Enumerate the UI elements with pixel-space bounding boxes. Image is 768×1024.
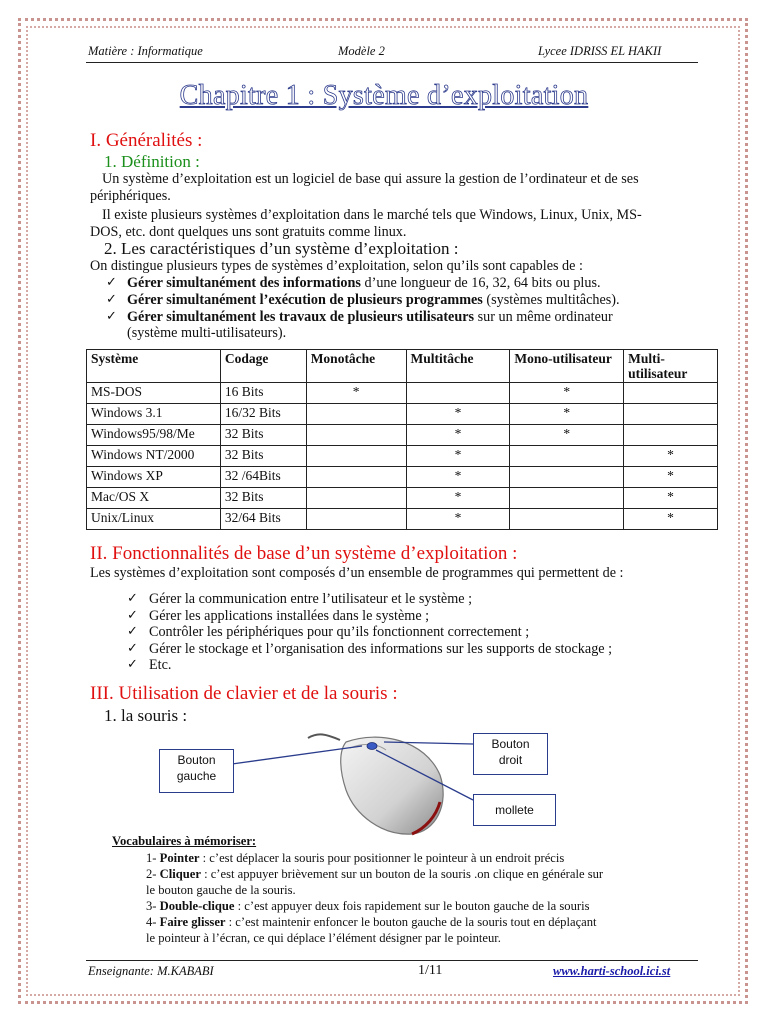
table-cell: * bbox=[624, 488, 718, 509]
check-icon: ✓ bbox=[106, 291, 117, 306]
function-item: Gérer les applications installées dans le système ; bbox=[149, 607, 430, 624]
characteristic-item: Gérer simultanément les travaux de plusieurs utilisateurs sur un même ordinateur bbox=[127, 309, 613, 325]
check-icon: ✓ bbox=[127, 639, 138, 655]
header-subject: Matière : Informatique bbox=[88, 44, 203, 58]
check-icon: ✓ bbox=[127, 623, 138, 638]
function-item: Etc. bbox=[149, 657, 172, 673]
subsection-mouse-heading: 1. la souris : bbox=[104, 706, 188, 725]
vocab-item: 4- Faire glisser : c’est maintenir enfoncer le bouton gauche de la souris tout en déplaçant bbox=[146, 915, 597, 929]
table-header: Système bbox=[87, 350, 221, 383]
page-number: 1/11 bbox=[418, 963, 443, 978]
label-right-button: Bouton droit bbox=[473, 733, 548, 775]
definition-line-3: Il existe plusieurs systèmes d’exploitation dans le marché tels que Windows, Linux, Unix, MS- bbox=[102, 207, 642, 223]
table-cell: * bbox=[406, 467, 510, 488]
check-icon: ✓ bbox=[127, 656, 138, 671]
section-2-intro: Les systèmes d’exploitation sont composés d’un ensemble de programmes qui permettent de : bbox=[90, 565, 624, 581]
table-cell bbox=[624, 404, 718, 425]
characteristic-item: Gérer simultanément l’exécution de plusieurs programmes (systèmes multitâches). bbox=[127, 292, 620, 308]
definition-line-2: périphériques. bbox=[90, 188, 171, 204]
table-cell: 16/32 Bits bbox=[220, 404, 306, 425]
label-wheel: mollete bbox=[473, 794, 556, 826]
table-cell: * bbox=[406, 488, 510, 509]
table-cell bbox=[510, 446, 624, 467]
table-cell bbox=[510, 509, 624, 530]
label-left-button: Bouton gauche bbox=[159, 749, 234, 793]
check-icon: ✓ bbox=[127, 606, 138, 622]
table-cell: Windows XP bbox=[87, 467, 221, 488]
footer-website-link[interactable]: www.harti-school.ici.st bbox=[553, 964, 671, 978]
section-2-heading: II. Fonctionnalités de base d’un système d’exploitation : bbox=[90, 543, 518, 564]
table-cell bbox=[306, 425, 406, 446]
table-row bbox=[87, 425, 718, 446]
table-row bbox=[87, 509, 718, 530]
header-school: Lycee IDRISS EL HAKII bbox=[538, 44, 662, 58]
definition-line-1: Un système d’exploitation est un logiciel de base qui assure la gestion de l’ordinateur et de ses bbox=[102, 171, 639, 187]
footer-rule bbox=[86, 960, 698, 961]
table-cell bbox=[406, 383, 510, 404]
table-cell: 32/64 Bits bbox=[220, 509, 306, 530]
vocab-item: 1- Pointer : c’est déplacer la souris pour positionner le pointeur à un endroit précis bbox=[146, 851, 565, 865]
table-cell: Mac/OS X bbox=[87, 488, 221, 509]
table-header: Multitâche bbox=[406, 350, 510, 383]
table-cell: Windows95/98/Me bbox=[87, 425, 221, 446]
table-cell: 32 Bits bbox=[220, 446, 306, 467]
header-rule bbox=[86, 62, 698, 63]
table-cell: 16 Bits bbox=[220, 383, 306, 404]
subsection-definition-heading: 1. Définition : bbox=[104, 152, 200, 171]
table-cell: Windows NT/2000 bbox=[87, 446, 221, 467]
table-cell bbox=[624, 425, 718, 446]
check-icon: ✓ bbox=[106, 308, 117, 323]
table-row bbox=[87, 446, 718, 467]
table-cell: * bbox=[406, 404, 510, 425]
table-header: Mono-utilisateur bbox=[510, 350, 624, 383]
table-header: Codage bbox=[220, 350, 306, 383]
table-cell bbox=[306, 404, 406, 425]
table-cell: * bbox=[624, 446, 718, 467]
page-title: Chapitre 1 : Système d’exploitation bbox=[179, 80, 589, 111]
characteristic-item-continuation: (système multi-utilisateurs). bbox=[127, 325, 287, 341]
table-cell bbox=[624, 383, 718, 404]
table-cell: * bbox=[306, 383, 406, 404]
table-cell bbox=[306, 488, 406, 509]
vocab-item: 3- Double-clique : c’est appuyer deux fois rapidement sur le bouton gauche de la souris bbox=[146, 899, 590, 913]
table-row bbox=[87, 488, 718, 509]
section-3-heading: III. Utilisation de clavier et de la souris : bbox=[90, 683, 398, 704]
function-item: Gérer la communication entre l’utilisateur et le système ; bbox=[149, 591, 473, 607]
characteristics-intro: On distingue plusieurs types de systèmes d’exploitation, selon qu’ils sont capables de : bbox=[90, 258, 583, 274]
table-header: Multi-utilisateur bbox=[624, 350, 718, 383]
check-icon: ✓ bbox=[106, 274, 117, 289]
vocab-item-continuation: le bouton gauche de la souris. bbox=[146, 883, 296, 897]
table-cell: * bbox=[624, 509, 718, 530]
section-1-heading: I. Généralités : bbox=[90, 130, 203, 151]
mouse-body bbox=[341, 737, 443, 834]
table-header-row bbox=[87, 350, 718, 383]
table-cell bbox=[306, 446, 406, 467]
table-cell bbox=[510, 467, 624, 488]
footer-teacher: Enseignante: M.KABABI bbox=[88, 964, 214, 978]
table-cell: * bbox=[406, 425, 510, 446]
table-cell: Windows 3.1 bbox=[87, 404, 221, 425]
mouse-wheel bbox=[367, 743, 377, 750]
table-cell: * bbox=[510, 404, 624, 425]
vocab-item: 2- Cliquer : c’est appuyer brièvement sur un bouton de la souris .on clique en générale sur bbox=[146, 867, 604, 881]
check-icon: ✓ bbox=[127, 590, 138, 605]
table-header: Monotâche bbox=[306, 350, 406, 383]
subsection-characteristics-heading: 2. Les caractéristiques d’un système d’exploitation : bbox=[104, 239, 459, 258]
table-cell bbox=[510, 488, 624, 509]
header-model: Modèle 2 bbox=[338, 44, 385, 58]
table-cell bbox=[306, 467, 406, 488]
table-row bbox=[87, 383, 718, 404]
table-cell: 32 Bits bbox=[220, 425, 306, 446]
table-cell: Unix/Linux bbox=[87, 509, 221, 530]
definition-line-4: DOS, etc. dont quelques uns sont gratuits comme linux. bbox=[90, 224, 407, 240]
function-item: Gérer le stockage et l’organisation des informations sur les supports de stockage ; bbox=[149, 640, 613, 657]
vocab-item-continuation: le pointeur à l’écran, ce qui déplace l’élément désigner par le pointeur. bbox=[146, 931, 501, 945]
table-cell: MS-DOS bbox=[87, 383, 221, 404]
characteristic-item: Gérer simultanément des informations d’une longueur de 16, 32, 64 bits ou plus. bbox=[127, 275, 601, 291]
table-cell: * bbox=[624, 467, 718, 488]
table-cell: * bbox=[510, 425, 624, 446]
os-comparison-table bbox=[86, 349, 718, 530]
table-cell bbox=[306, 509, 406, 530]
table-cell: * bbox=[510, 383, 624, 404]
table-cell: 32 Bits bbox=[220, 488, 306, 509]
table-cell: * bbox=[406, 446, 510, 467]
table-row bbox=[87, 467, 718, 488]
vocab-title: Vocabulaires à mémoriser: bbox=[112, 834, 257, 848]
table-cell: * bbox=[406, 509, 510, 530]
table-cell: 32 /64Bits bbox=[220, 467, 306, 488]
table-row bbox=[87, 404, 718, 425]
function-item: Contrôler les périphériques pour qu’ils fonctionnent correctement ; bbox=[149, 624, 530, 640]
